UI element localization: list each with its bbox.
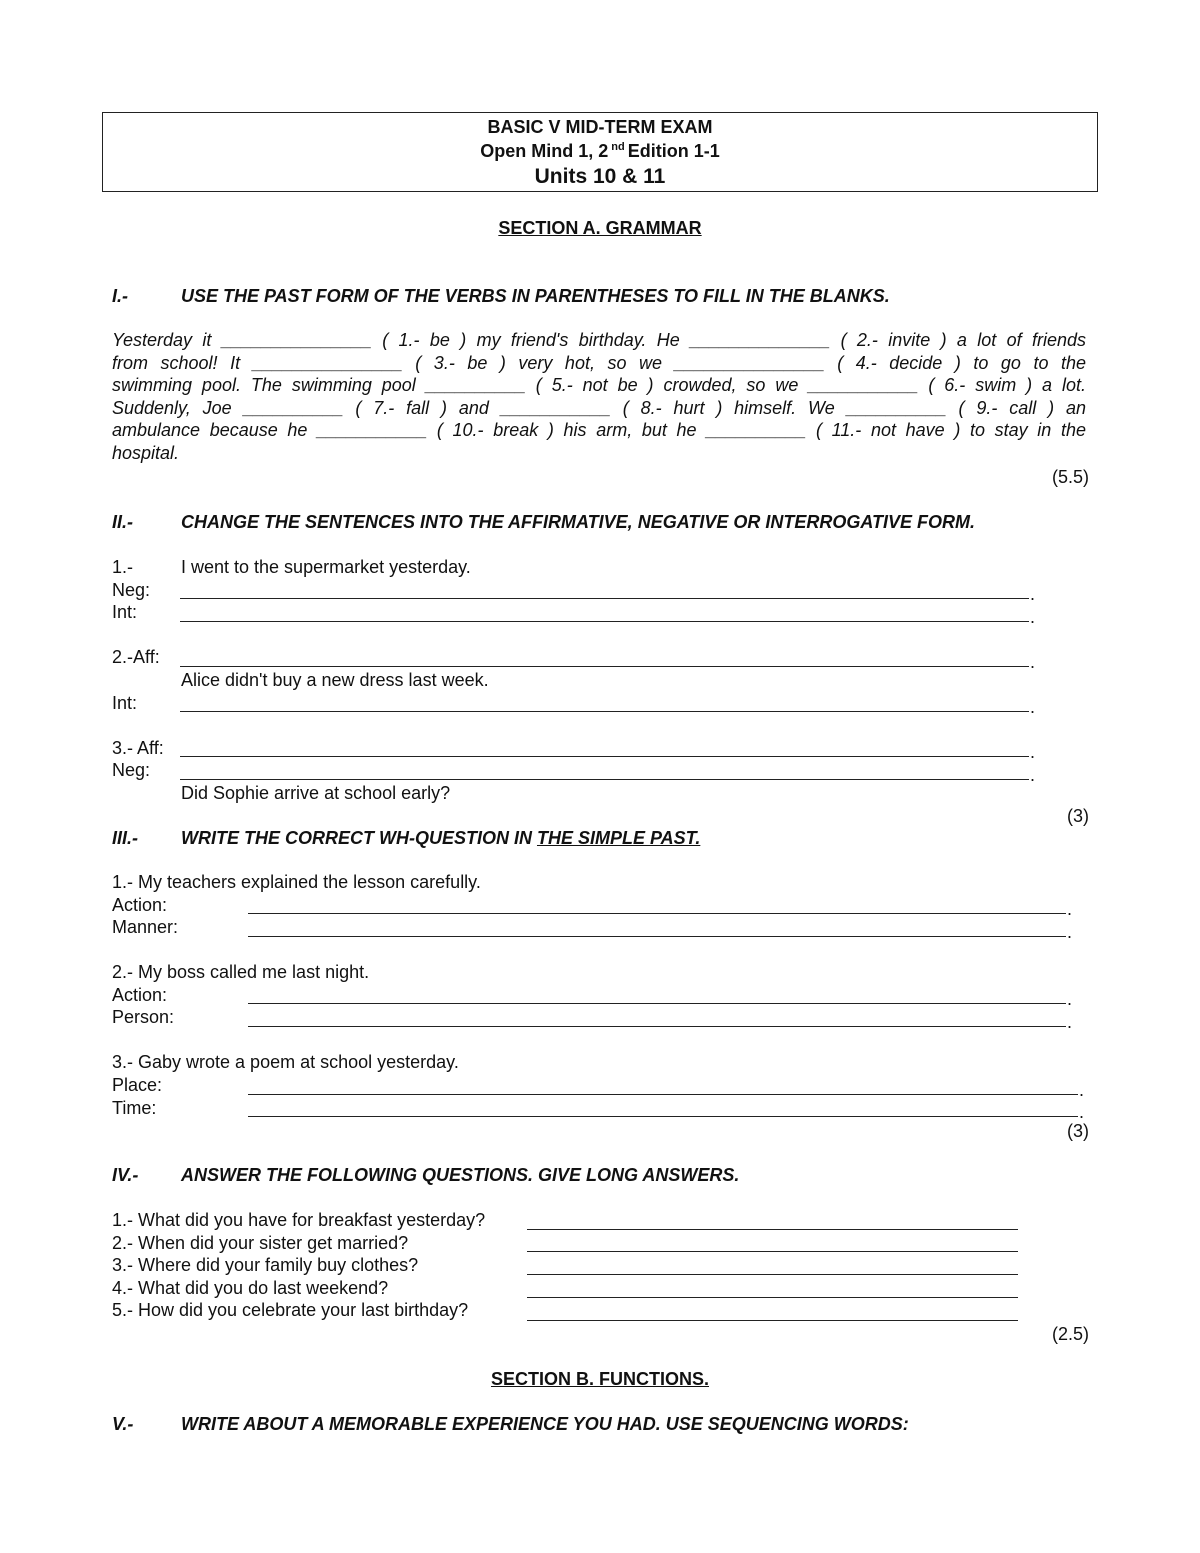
line-end-dot: . xyxy=(1067,899,1073,919)
part4-score: (2.5) xyxy=(1051,1324,1089,1344)
answer-line[interactable] xyxy=(248,913,1066,914)
part3-item1-sentence: 1.- My teachers explained the lesson carefully. xyxy=(112,872,481,892)
part3-item1-manner-label: Manner: xyxy=(112,917,179,937)
part4-question: 1.- What did you have for breakfast yesterday? xyxy=(112,1210,486,1230)
part3-item3-time-label: Time: xyxy=(112,1098,157,1118)
section-a-title: SECTION A. GRAMMAR xyxy=(498,218,702,238)
answer-line[interactable] xyxy=(248,1116,1078,1117)
line-end-dot: . xyxy=(1067,922,1073,942)
part4-question: 3.- Where did your family buy clothes? xyxy=(112,1255,419,1275)
part1-number: I.- xyxy=(112,286,128,306)
part2-item1-neg-label: Neg: xyxy=(112,580,151,600)
part2-item2-sentence: Alice didn't buy a new dress last week. xyxy=(181,670,489,690)
answer-line[interactable] xyxy=(527,1274,1018,1275)
part2-score: (3) xyxy=(1067,806,1089,826)
paragraph-line: ambulance because he ___________ ( 10.- break ) his arm, but he __________ ( 11.- not have ) to stay in the xyxy=(112,420,1086,441)
line-end-dot: . xyxy=(1079,1102,1085,1122)
paragraph-line: Yesterday it _______________ ( 1.- be ) my friend's birthday. He ______________ ( 2.- invite ) a lot of friends xyxy=(112,330,1086,350)
instruction-text: WRITE THE CORRECT WH-QUESTION IN xyxy=(181,828,537,848)
part4-number: IV.- xyxy=(112,1165,139,1185)
part1-instruction: USE THE PAST FORM OF THE VERBS IN PARENTHESES TO FILL IN THE BLANKS. xyxy=(181,286,890,306)
part2-item2-int-label: Int: xyxy=(112,693,138,713)
instruction-underlined: THE SIMPLE PAST. xyxy=(536,828,701,848)
part5-instruction: WRITE ABOUT A MEMORABLE EXPERIENCE YOU HAD. USE SEQUENCING WORDS: xyxy=(181,1414,909,1434)
part3-item2-sentence: 2.- My boss called me last night. xyxy=(112,962,370,982)
part4-question: 5.- How did you celebrate your last birthday? xyxy=(112,1300,469,1320)
part3-item2-action-label: Action: xyxy=(112,985,168,1005)
paragraph-line: from school! It _______________ ( 3.- be ) very hot, so we _______________ ( 4.- decide ) to go to the xyxy=(112,352,1086,373)
answer-line[interactable] xyxy=(248,1003,1066,1004)
answer-line[interactable] xyxy=(180,711,1029,712)
answer-line[interactable] xyxy=(180,666,1029,667)
answer-line[interactable] xyxy=(180,779,1029,780)
exam-title: BASIC V MID-TERM EXAM xyxy=(487,117,713,137)
answer-line[interactable] xyxy=(527,1297,1018,1298)
book-name: Open Mind 1, 2 xyxy=(480,141,609,161)
part3-number: III.- xyxy=(112,828,138,848)
line-end-dot: . xyxy=(1030,765,1036,785)
answer-line[interactable] xyxy=(248,1026,1066,1027)
paragraph-line: hospital. xyxy=(112,442,180,463)
line-end-dot: . xyxy=(1067,1012,1073,1032)
part2-item1-int-label: Int: xyxy=(112,602,138,622)
answer-line[interactable] xyxy=(527,1320,1018,1321)
section-b-title: SECTION B. FUNCTIONS. xyxy=(490,1369,709,1389)
paragraph-line: Suddenly, Joe __________ ( 7.- fall ) and ___________ ( 8.- hurt ) himself. We __________ ( 9.- call ) an xyxy=(112,397,1086,418)
part2-item2-aff-label: 2.-Aff: xyxy=(112,647,160,667)
part3-item2-person-label: Person: xyxy=(112,1007,175,1027)
paragraph-line: swimming pool. The swimming pool __________ ( 5.- not be ) crowded, so we ___________ ( 6.- swim ) a lot. xyxy=(112,375,1086,396)
line-end-dot: . xyxy=(1030,607,1036,627)
part5-number: V.- xyxy=(112,1414,134,1434)
exam-header-box xyxy=(102,112,1098,192)
line-end-dot: . xyxy=(1030,584,1036,604)
part4-question: 4.- What did you do last weekend? xyxy=(112,1278,389,1298)
exam-book xyxy=(103,141,1097,162)
exam-units: Units 10 & 11 xyxy=(534,165,666,188)
part2-item3-neg-label: Neg: xyxy=(112,760,151,780)
part2-number: II.- xyxy=(112,512,133,532)
answer-line[interactable] xyxy=(527,1229,1018,1230)
answer-line[interactable] xyxy=(248,1094,1078,1095)
line-end-dot: . xyxy=(1067,989,1073,1009)
part1-fill-in-paragraph xyxy=(112,329,1086,465)
part2-item1-number: 1.- xyxy=(112,557,134,577)
line-end-dot: . xyxy=(1030,697,1036,717)
part2-instruction: CHANGE THE SENTENCES INTO THE AFFIRMATIVE, NEGATIVE OR INTERROGATIVE FORM. xyxy=(181,512,976,532)
part3-instruction xyxy=(181,827,700,850)
edition-ordinal: nd xyxy=(611,141,625,153)
answer-line[interactable] xyxy=(527,1251,1018,1252)
part2-item3-aff-label: 3.- Aff: xyxy=(112,738,164,758)
part4-question: 2.- When did your sister get married? xyxy=(112,1233,409,1253)
line-end-dot: . xyxy=(1079,1080,1085,1100)
answer-line[interactable] xyxy=(180,756,1029,757)
line-end-dot: . xyxy=(1030,652,1036,672)
edition-label: Edition 1-1 xyxy=(627,141,720,161)
part3-item1-action-label: Action: xyxy=(112,895,168,915)
part1-score: (5.5) xyxy=(1051,467,1089,487)
part3-score: (3) xyxy=(1067,1121,1089,1141)
part3-item3-sentence: 3.- Gaby wrote a poem at school yesterday. xyxy=(112,1052,459,1072)
answer-line[interactable] xyxy=(180,621,1029,622)
part2-item3-sentence: Did Sophie arrive at school early? xyxy=(181,783,451,803)
part4-instruction: ANSWER THE FOLLOWING QUESTIONS. GIVE LONG ANSWERS. xyxy=(181,1165,740,1185)
part2-item1-sentence: I went to the supermarket yesterday. xyxy=(181,557,471,577)
answer-line[interactable] xyxy=(248,936,1066,937)
part3-item3-place-label: Place: xyxy=(112,1075,163,1095)
answer-line[interactable] xyxy=(180,598,1029,599)
line-end-dot: . xyxy=(1030,742,1036,762)
